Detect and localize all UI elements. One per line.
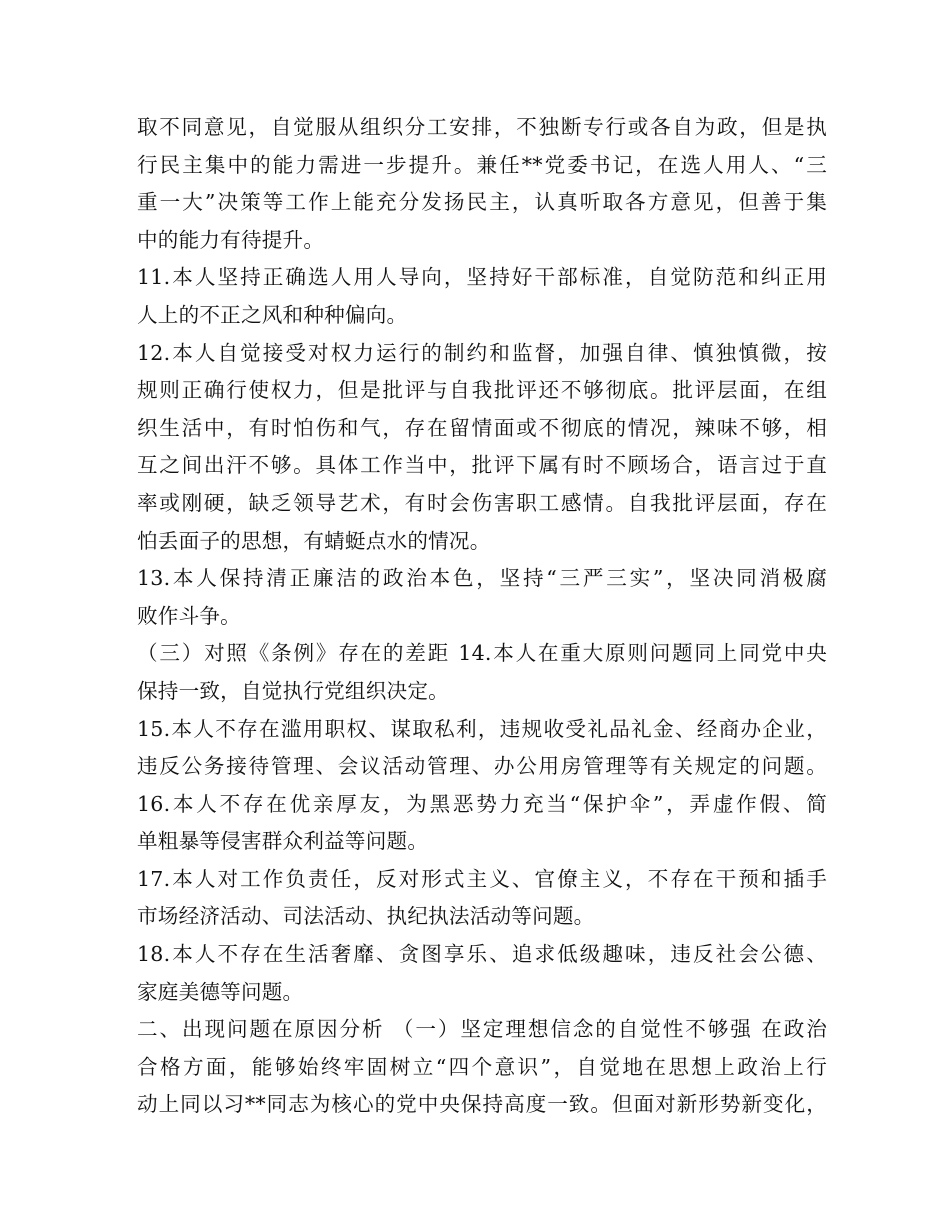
body-line: 18.本人不存在生活奢靡、贪图享乐、追求低级趣味，违反社会公德、 — [137, 942, 827, 967]
body-line: （三）对照《条例》存在的差距 14.本人在重大原则问题同上同党中央 — [137, 641, 827, 666]
body-line: 12.本人自觉接受对权力运行的制约和监督，加强自律、慎独慎微，按 — [137, 340, 827, 365]
body-line: 11.本人坚持正确选人用人导向，坚持好干部标准，自觉防范和纠正用 — [137, 265, 827, 290]
body-line: 互之间出汗不够。具体工作当中，批评下属有时不顾场合，语言过于直 — [137, 453, 827, 478]
body-line: 织生活中，有时怕伤和气，存在留情面或不彻底的情况，辣味不够，相 — [137, 415, 827, 440]
body-line: 违反公务接待管理、会议活动管理、办公用房管理等有关规定的问题。 — [137, 754, 827, 779]
body-line: 败作斗争。 — [137, 603, 241, 628]
body-line: 重一大”决策等工作上能充分发扬民主，认真听取各方意见，但善于集 — [137, 190, 827, 215]
body-line: 16.本人不存在优亲厚友，为黑恶势力充当“保护伞”，弄虚作假、简 — [137, 791, 827, 816]
body-line: 规则正确行使权力，但是批评与自我批评还不够彻底。批评层面，在组 — [137, 378, 827, 403]
body-line: 13.本人保持清正廉洁的政治本色，坚持“三严三实”，坚决同消极腐 — [137, 566, 827, 591]
document-body — [137, 109, 827, 1124]
body-line: 市场经济活动、司法活动、执纪执法活动等问题。 — [137, 904, 595, 929]
body-line: 中的能力有待提升。 — [137, 227, 325, 252]
body-line: 合格方面，能够始终牢固树立“四个意识”，自觉地在思想上政治上行 — [137, 1054, 827, 1079]
body-line: 二、出现问题在原因分析 （一）坚定理想信念的自觉性不够强 在政治 — [137, 1017, 827, 1042]
body-line: 单粗暴等侵害群众利益等问题。 — [137, 829, 429, 854]
body-line: 行民主集中的能力需进一步提升。兼任**党委书记，在选人用人、“三 — [137, 152, 827, 177]
body-line: 率或刚硬，缺乏领导艺术，有时会伤害职工感情。自我批评层面，存在 — [137, 490, 827, 515]
body-line: 动上同以习**同志为核心的党中央保持高度一致。但面对新形势新变化， — [137, 1092, 827, 1117]
body-line: 保持一致，自觉执行党组织决定。 — [137, 678, 449, 703]
body-line: 家庭美德等问题。 — [137, 979, 304, 1004]
body-line: 人上的不正之风和种种偏向。 — [137, 302, 408, 327]
body-line: 17.本人对工作负责任，反对形式主义、官僚主义，不存在干预和插手 — [137, 866, 827, 891]
body-line: 取不同意见，自觉服从组织分工安排，不独断专行或各自为政，但是执 — [137, 115, 827, 139]
body-line: 怕丢面子的思想，有蜻蜓点水的情况。 — [137, 528, 491, 553]
body-line: 15.本人不存在滥用职权、谋取私利，违规收受礼品礼金、经商办企业， — [137, 716, 827, 741]
